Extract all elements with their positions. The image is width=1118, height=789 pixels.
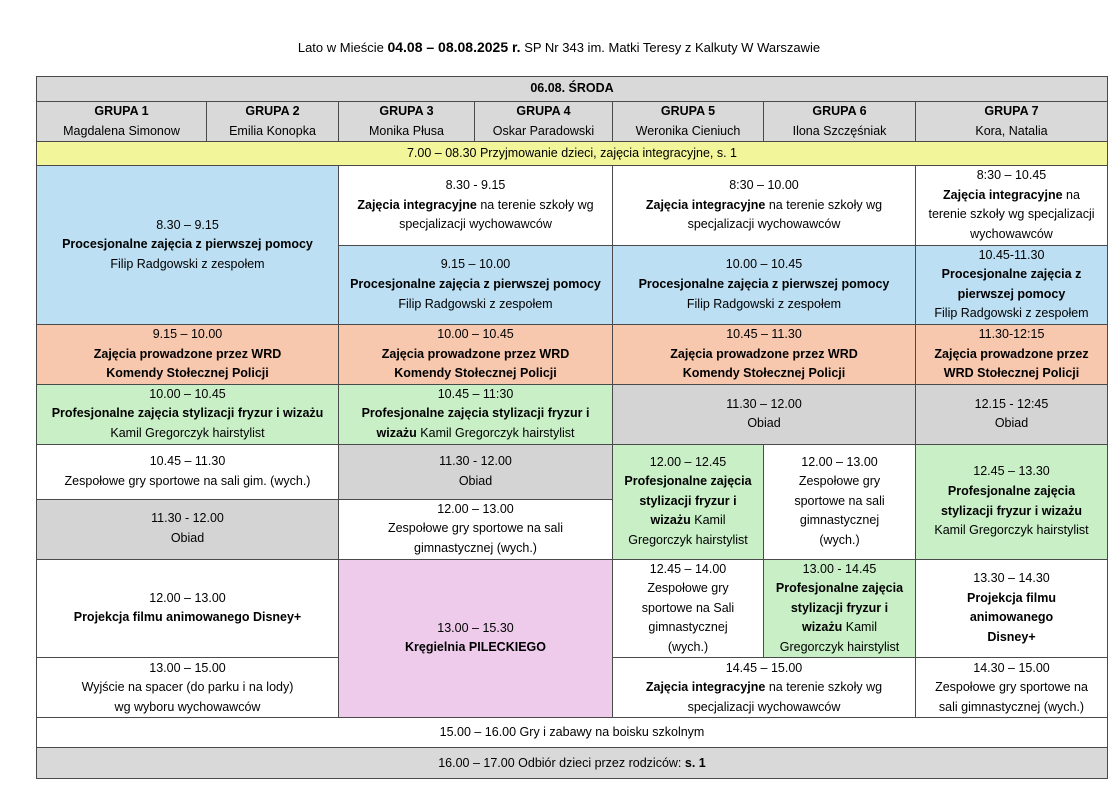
activity-title: Profesjonalne zajęcia stylizacji fryzur i wizażu [51,406,324,421]
header-school: SP Nr 343 im. Matki Teresy z Kalkuty W Warszawie [524,40,821,55]
header-dates: 04.08 – 08.08.2025 r. [387,39,521,55]
activity-hairstyling [37,384,339,444]
activity-title: Zespołowe gry sportowe na sali gimnastycznej (wych.) [387,521,564,555]
activity-time: 11.30 - 12.00 [439,453,512,468]
activity-instructor: Kamil Gregorczyk hairstylist [779,620,900,654]
header-prefix: Lato w Mieście [297,40,384,55]
activity-time: 12.45 – 13.30 [973,464,1050,479]
activity-title: Profesjonalne zajęcia stylizacji fryzur i wizażu [940,483,1082,518]
activity-bowling [339,559,613,718]
activity-title: Profesjonalne zajęcia stylizacji fryzur i wizażu [624,474,752,528]
activity-police [916,324,1108,384]
activity-sport [916,658,1108,718]
activity-sport [764,444,916,559]
activity-title: Zajęcia prowadzone przez WRD Stołecznej Policji [934,346,1089,381]
activity-title: Zespołowe gry sportowe na sali gimnastycznej (wych.) [794,474,885,547]
activity-title: Projekcja filmu animowanego Disney+ [73,610,302,625]
activity-time: 10.45-11.30 [978,247,1045,262]
group-name: GRUPA 7 [916,102,1108,122]
activity-instructor: Kamil Gregorczyk hairstylist [628,513,748,547]
day-header: 06.08. ŚRODA [37,77,1108,102]
activity-lunch [339,444,613,499]
activity-hairstyling [764,559,916,658]
activity-time: 8:30 – 10.00 [729,177,799,192]
group-name: GRUPA 1 [37,102,207,122]
activity-time: 10.45 – 11.30 [726,326,802,341]
activity-title: Procesjonalne zajęcia z pierwszej pomocy [638,276,890,291]
activity-title: Obiad [170,531,205,545]
activity-lunch [916,384,1108,444]
activity-description: terenie szkoły wg specjalizacji wychowawców [928,207,1095,241]
activity-film [37,559,339,658]
group-name: GRUPA 6 [764,102,916,122]
activity-title: Zajęcia integracyjne [357,197,477,212]
activity-time: 8:30 – 10.45 [976,168,1047,183]
activity-first-aid [916,245,1108,324]
group-leader: Monika Płusa [339,122,475,142]
activity-sport [339,499,613,559]
activity-instructor: Filip Radgowski z zespołem [110,256,265,271]
activity-time: 11.30 – 12.00 [726,396,802,411]
activity-lunch [613,384,916,444]
activity-title: Zajęcia prowadzone przez WRD Komendy Stołecznej Policji [670,346,858,381]
activity-time: 12.15 - 12:45 [974,396,1049,411]
activity-title: Obiad [994,416,1029,431]
group-leader: Magdalena Simonow [37,122,207,142]
activity-time: 10.00 – 10.45 [149,386,226,401]
activity-title: Procesjonalne zajęcia z pierwszej pomocy [62,237,313,252]
activity-sport [613,559,764,658]
activity-title: Zajęcia integracyjne [943,187,1063,202]
activity-title: Obiad [747,416,781,431]
activity-title: Profesjonalne zajęcia stylizacji fryzur i wizażu [775,581,904,635]
activity-description: na terenie szkoły wg specjalizacji wychowawców [687,197,883,232]
activity-time: 13.30 – 14.30 [973,571,1050,586]
activity-title: Kręgielnia PILECKIEGO [404,640,546,655]
activity-time: 10.45 – 11.30 [149,453,226,468]
activity-time: 11.30-12:15 [978,326,1045,341]
activity-title: Zespołowe gry sportowe na sali gimnastycznej (wych.) [935,680,1088,714]
activity-time: 14.30 – 15.00 [973,660,1050,675]
activity-title: Zajęcia integracyjne [645,197,766,212]
pickup-text: 16.00 – 17.00 Odbiór dzieci przez rodziców: [438,755,682,770]
activity-title: Zespołowe gry sportowe na Sali gimnastycznej (wych.) [641,581,735,654]
activity-sport [37,444,339,499]
activity-time: 9.15 – 10.00 [152,326,223,341]
activity-time: 13.00 - 14.45 [802,561,877,576]
activity-time: 10.45 – 11:30 [437,386,514,401]
activity-instructor: Kamil Gregorczyk hairstylist [110,425,265,440]
activity-hairstyling [613,444,764,559]
activity-time: 13.00 – 15.00 [149,660,226,675]
activity-title: Zajęcia integracyjne [645,680,766,695]
activity-title: Obiad [458,473,493,488]
games-row: 15.00 – 16.00 Gry i zabawy na boisku szkolnym [37,718,1108,748]
activity-time: 12.45 – 14.00 [649,561,727,576]
activity-title: Zespołowe gry sportowe na sali gim. (wych.) [64,473,311,488]
activity-police [37,324,339,384]
activity-time: 12.00 – 13.00 [149,590,226,605]
activity-time: 10.00 – 10.45 [437,326,514,341]
group-name: GRUPA 4 [475,102,613,122]
activity-hairstyling [339,384,613,444]
activity-time: 8.30 – 9.15 [156,217,219,232]
schedule-table [36,76,1108,779]
activity-time: 12.00 – 12.45 [649,454,727,469]
activity-integration [916,166,1108,245]
activity-title: Procesjonalne zajęcia z pierwszej pomocy [350,276,601,291]
activity-title: Wyjście na spacer (do parku i na lody) wg wyboru wychowawców [81,680,294,714]
activity-time: 8.30 - 9.15 [445,177,506,192]
activity-instructor: Filip Radgowski z zespołem [398,296,553,311]
activity-film [916,559,1108,658]
activity-police [339,324,613,384]
activity-lunch [37,499,339,559]
group-leader: Weronika Cieniuch [613,122,764,142]
activity-time: 9.15 – 10.00 [440,257,511,272]
activity-description: na terenie szkoły wg specjalizacji wychowawców [399,197,594,232]
activity-title: Projekcja filmu animowanego Disney+ [967,590,1056,645]
activity-time: 14.45 – 15.00 [725,660,803,675]
group-name: GRUPA 2 [207,102,339,122]
group-leader: Oskar Paradowski [475,122,613,142]
morning-reception: 7.00 – 08.30 Przyjmowanie dzieci, zajęcia integracyjne, s. 1 [37,142,1108,166]
activity-integration [613,166,916,245]
activity-description: na terenie szkoły wg specjalizacji wychowawców [687,680,883,714]
activity-title: Procesjonalne zajęcia z pierwszej pomocy [941,267,1082,301]
activity-time: 10.00 – 10.45 [725,257,803,272]
activity-time: 13.00 – 15.30 [437,620,514,635]
group-leader: Emilia Konopka [207,122,339,142]
activity-instructor: Filip Radgowski z zespołem [934,306,1089,321]
activity-time: 12.00 – 13.00 [801,454,878,469]
activity-description: na [1066,187,1080,202]
page-header [0,39,1118,55]
activity-time: 12.00 – 13.00 [437,501,514,516]
activity-first-aid [613,245,916,324]
activity-first-aid [37,166,339,325]
activity-instructor: Filip Radgowski z zespołem [686,296,842,311]
activity-title: Zajęcia prowadzone przez WRD Komendy Stołecznej Policji [93,346,282,381]
activity-title: Zajęcia prowadzone przez WRD Komendy Stołecznej Policji [381,346,570,381]
activity-walk [37,658,339,718]
group-leader: Kora, Natalia [916,122,1108,142]
activity-hairstyling [916,444,1108,559]
activity-integration [339,166,613,245]
pickup-row [37,748,1108,779]
activity-time: 11.30 - 12.00 [151,511,224,526]
group-name: GRUPA 5 [613,102,764,122]
activity-police [613,324,916,384]
activity-integration [613,658,916,718]
group-leader: Ilona Szczęśniak [764,122,916,142]
activity-title: Profesjonalne zajęcia stylizacji fryzur i wizażu [361,406,590,440]
activity-instructor: Kamil Gregorczyk hairstylist [420,425,575,440]
activity-first-aid [339,245,613,324]
group-name: GRUPA 3 [339,102,475,122]
pickup-room: s. 1 [684,755,706,770]
activity-instructor: Kamil Gregorczyk hairstylist [934,523,1089,538]
